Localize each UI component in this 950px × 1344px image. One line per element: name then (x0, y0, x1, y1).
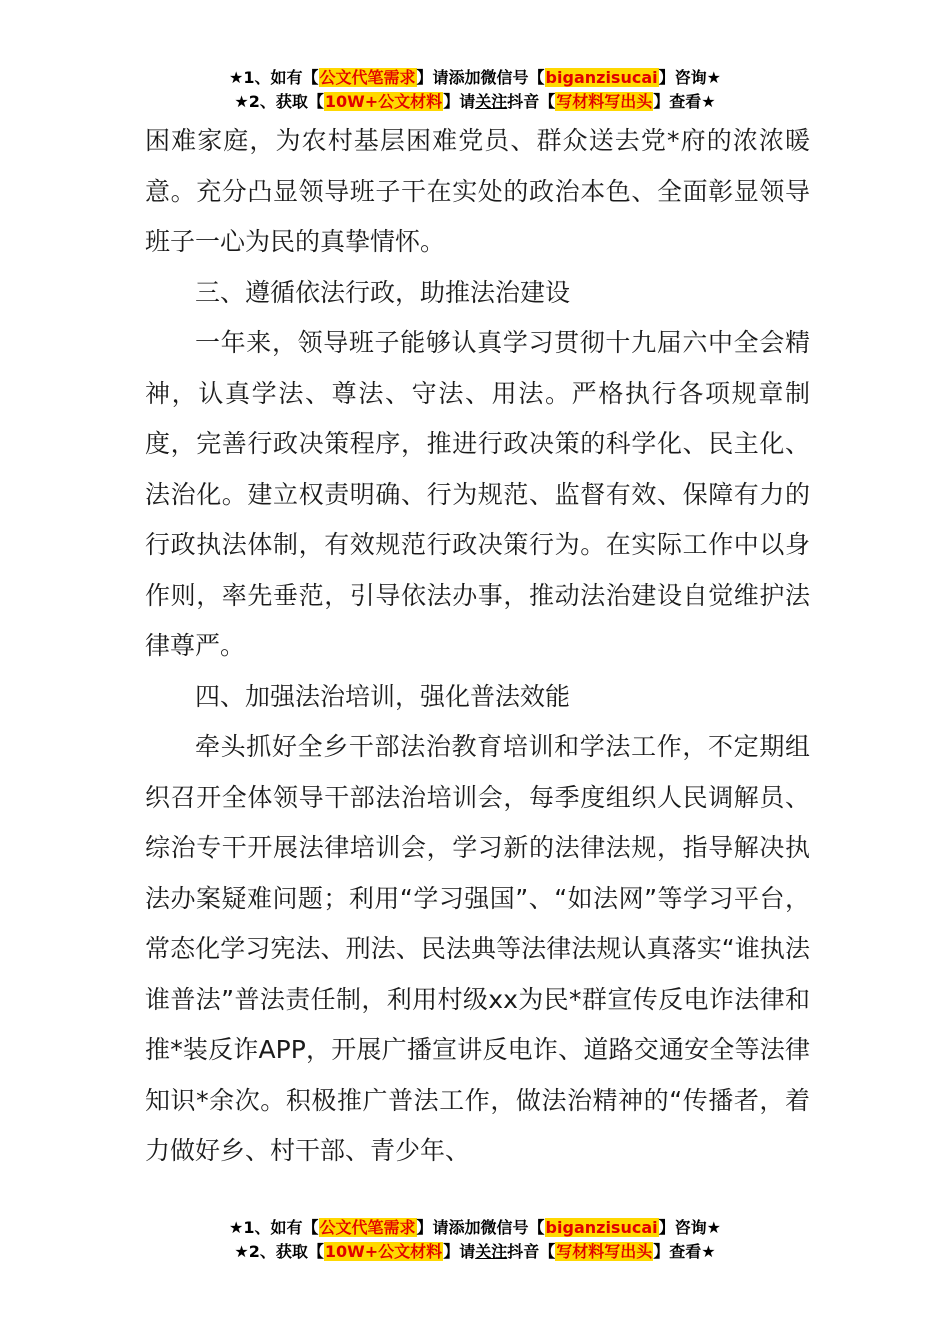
promo-line-1 (0, 1216, 950, 1240)
promo-line-2 (0, 1240, 950, 1264)
section-heading-3: 三、遵循依法行政，助推法治建设 (195, 277, 571, 307)
promo-line-2 (0, 90, 950, 114)
promo-text: 】请添加微信号【 (416, 68, 545, 87)
promo-text: ★2、获取【 (234, 1242, 324, 1261)
promo-text: 】咨询★ (658, 1218, 721, 1237)
section-heading-4: 四、加强法治培训，强化普法效能 (195, 681, 571, 711)
promo-text: 抖音【 (507, 1242, 556, 1261)
promo-highlight: 公文代笔需求 (319, 1218, 416, 1237)
wechat-id-highlight: biganzisucai (545, 1218, 658, 1237)
promo-text: 】请 (443, 92, 476, 111)
promo-text: 】请 (443, 1242, 476, 1261)
promo-banner-top (0, 66, 950, 114)
document-body (145, 116, 810, 1177)
promo-line-1 (0, 66, 950, 90)
promo-highlight: 10W+公文材料 (324, 1242, 443, 1261)
promo-text: 】请添加微信号【 (416, 1218, 545, 1237)
paragraph-section-3: 一年来，领导班子能够认真学习贯彻十九届六中全会精神，认真学法、尊法、守法、用法。严格执行各项规章制度，完善行政决策程序，推进行政决策的科学化、民主化、法治化。建立权责明确、行为规范、监督有效、保障有力的行政执法体制，有效规范行政决策行为。在实际工作中以身作则，率先垂范，引导依法办事，推动法治建设自觉维护法律尊严。 (145, 328, 810, 660)
promo-text: 】查看★ (653, 1242, 716, 1261)
promo-highlight: 写材料写出头 (556, 92, 653, 111)
promo-text: 】查看★ (653, 92, 716, 111)
promo-highlight: 写材料写出头 (556, 1242, 653, 1261)
promo-banner-bottom (0, 1216, 950, 1264)
promo-text: 抖音【 (507, 92, 556, 111)
promo-underline: 关注 (475, 1242, 508, 1261)
promo-highlight: 10W+公文材料 (324, 92, 443, 111)
paragraph-continued: 困难家庭，为农村基层困难党员、群众送去党*府的浓浓暖意。充分凸显领导班子干在实处的政治本色、全面彰显领导班子一心为民的真挚情怀。 (145, 126, 810, 256)
promo-text: ★1、如有【 (229, 68, 319, 87)
promo-text: ★1、如有【 (229, 1218, 319, 1237)
promo-text: ★2、获取【 (234, 92, 324, 111)
promo-text: 】咨询★ (658, 68, 721, 87)
wechat-id-highlight: biganzisucai (545, 68, 658, 87)
promo-highlight: 公文代笔需求 (319, 68, 416, 87)
paragraph-section-4: 牵头抓好全乡干部法治教育培训和学法工作，不定期组织召开全体领导干部法治培训会，每季度组织人民调解员、综治专干开展法律培训会，学习新的法律法规，指导解决执法办案疑难问题；利用“学习强国”、“如法网”等学习平台，常态化学习宪法、刑法、民法典等法律法规认真落实“谁执法谁普法”普法责任制，利用村级xx为民*群宣传反电诈法律和推*装反诈APP，开展广播宣讲反电诈、道路交通安全等法律知识*余次。积极推广普法工作，做法治精神的“传播者，着力做好乡、村干部、青少年、 (145, 732, 810, 1165)
promo-underline: 关注 (475, 92, 508, 111)
